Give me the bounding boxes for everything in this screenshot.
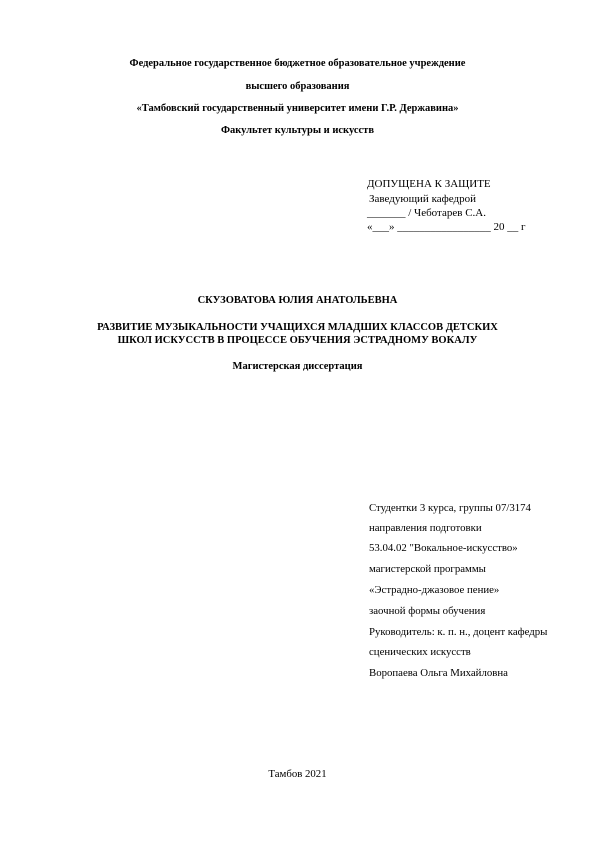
education-level: высшего образования <box>245 81 350 92</box>
supervisor-line: сценических искусств <box>369 646 471 658</box>
approval-signature: _______ / Чеботарев С.А. <box>367 207 486 219</box>
supervisor-line: Руководитель: к. п. н., доцент кафедры <box>369 626 548 638</box>
faculty-name: Факультет культуры и искусств <box>220 125 375 136</box>
student-info-line: «Эстрадно-джазовое пение» <box>369 584 500 596</box>
approval-position: Заведующий кафедрой <box>369 193 476 205</box>
author-name: СКУЗОВАТОВА ЮЛИЯ АНАТОЛЬЕВНА <box>197 295 398 306</box>
student-info-line: магистерской программы <box>369 563 486 575</box>
thesis-title-line: РАЗВИТИЕ МУЗЫКАЛЬНОСТИ УЧАЩИХСЯ МЛАДШИХ КЛАССОВ ДЕТСКИХ <box>97 322 498 333</box>
student-info-line: Студентки 3 курса, группы 07/3174 <box>369 502 531 514</box>
document-type: Магистерская диссертация <box>232 361 363 372</box>
university-name: «Тамбовский государственный университет имени Г.Р. Державина» <box>136 103 459 114</box>
student-info-line: направления подготовки <box>369 522 482 534</box>
approval-status: ДОПУЩЕНА К ЗАЩИТЕ <box>367 178 491 190</box>
city-year: Тамбов 2021 <box>268 768 327 780</box>
thesis-title-line: ШКОЛ ИСКУССТВ В ПРОЦЕССЕ ОБУЧЕНИЯ ЭСТРАДНОМУ ВОКАЛУ <box>117 335 478 346</box>
student-info-line: заочной формы обучения <box>369 605 486 617</box>
supervisor-name: Воропаева Ольга Михайловна <box>369 667 508 679</box>
approval-date: «___» _________________ 20 __ г <box>367 221 526 233</box>
student-info-line: 53.04.02 "Вокальное-искусство» <box>369 542 518 554</box>
institution-type: Федеральное государственное бюджетное образовательное учреждение <box>129 58 466 69</box>
